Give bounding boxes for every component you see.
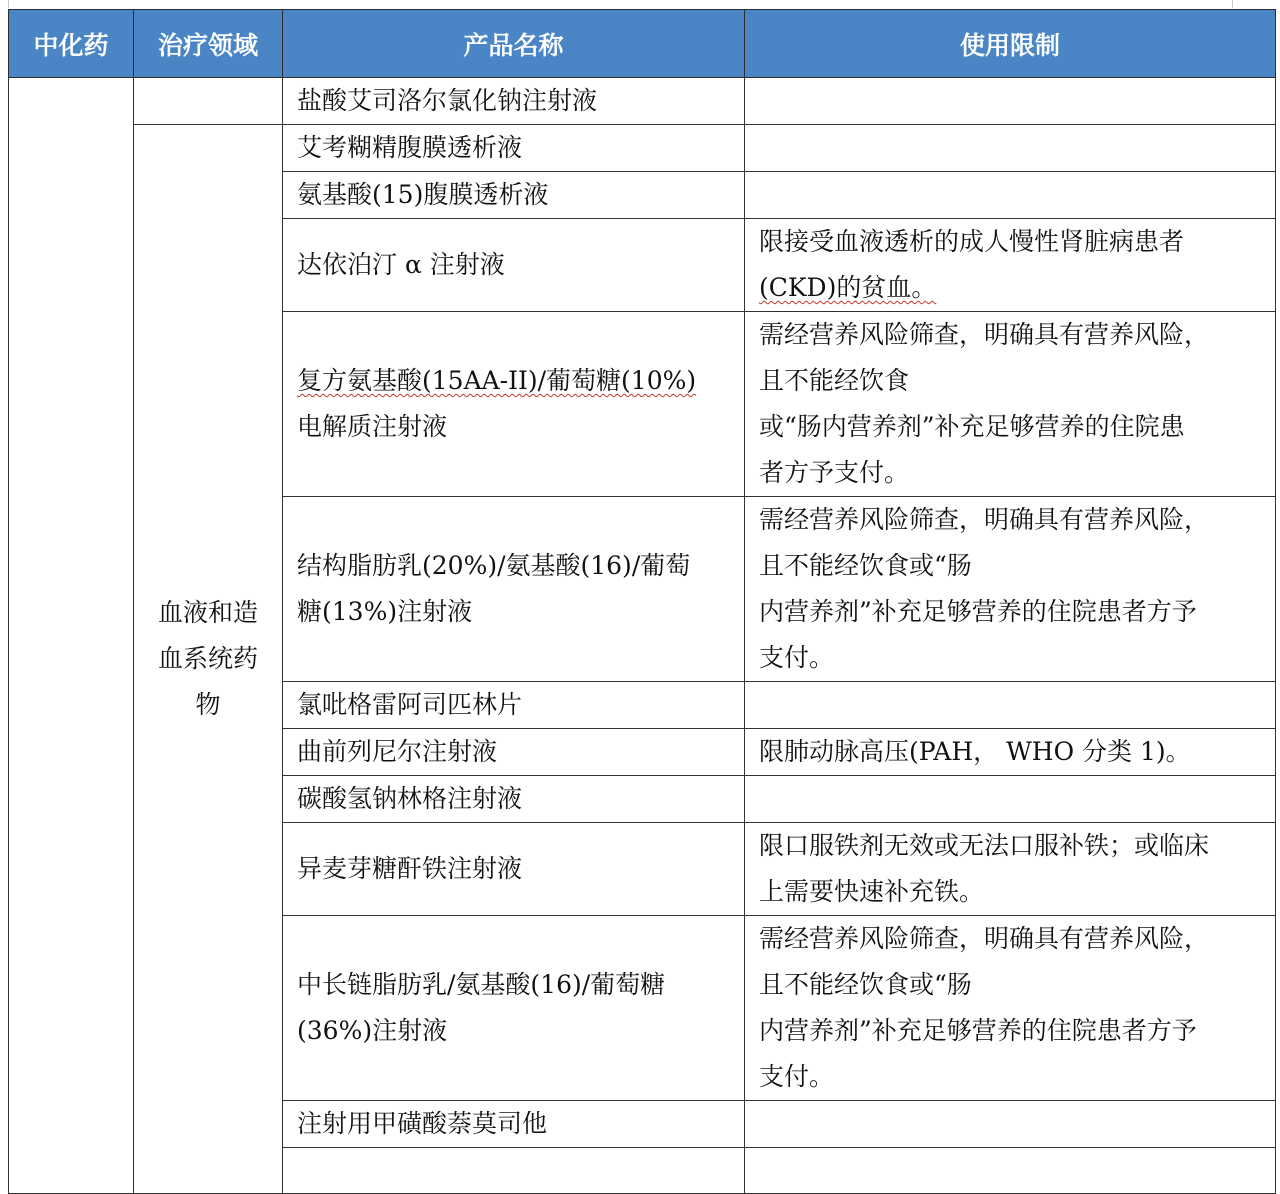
usage-restriction-line: 需经营养风险筛查，明确具有营养风险， bbox=[759, 320, 1210, 349]
product-name-line: 氨基酸(15)腹膜透析液 bbox=[297, 180, 549, 209]
product-name-line: 结构脂肪乳(20%)/氨基酸(16)/葡萄 bbox=[297, 551, 691, 580]
usage-restriction-line: 上需要快速补充铁。 bbox=[759, 877, 985, 906]
product-name-cell bbox=[283, 219, 745, 312]
product-name-line: 艾考糊精腹膜透析液 bbox=[297, 133, 523, 162]
product-name-line: 异麦芽糖酐铁注射液 bbox=[297, 854, 523, 883]
usage-restriction-line: 内营养剂”补充足够营养的住院患者方予 bbox=[759, 597, 1197, 626]
product-name-line: 达依泊汀 α 注射液 bbox=[297, 250, 505, 279]
usage-restriction-line: 且不能经饮食或“肠 bbox=[759, 970, 972, 999]
usage-restriction-line: 支付。 bbox=[759, 1062, 835, 1091]
product-name-cell bbox=[283, 125, 745, 172]
usage-restriction-cell bbox=[745, 916, 1276, 1101]
product-name-line: 盐酸艾司洛尔氯化钠注射液 bbox=[297, 86, 598, 115]
product-name-line: 碳酸氢钠林格注射液 bbox=[297, 784, 523, 813]
therapeutic-area-line: 血液和造 bbox=[157, 598, 258, 627]
usage-restriction-line: 限口服铁剂无效或无法口服补铁；或临床 bbox=[759, 831, 1210, 860]
tcm-cell bbox=[9, 78, 134, 1194]
product-name-line: 电解质注射液 bbox=[297, 412, 448, 441]
product-name-cell bbox=[283, 916, 745, 1101]
usage-restriction-line: 需经营养风险筛查，明确具有营养风险， bbox=[759, 924, 1210, 953]
product-name-line: 曲前列尼尔注射液 bbox=[297, 737, 498, 766]
usage-restriction-cell-partial bbox=[745, 1148, 1276, 1194]
usage-restriction-cell bbox=[745, 682, 1276, 729]
table-header-row bbox=[9, 10, 1276, 78]
header-tcm: 中化药 bbox=[9, 10, 134, 78]
product-name-line: 复方氨基酸(15AA-II)/葡萄糖(10%) bbox=[297, 366, 697, 395]
page-corner-mark-left bbox=[8, 0, 9, 8]
table-row bbox=[9, 78, 1276, 125]
usage-restriction-cell bbox=[745, 172, 1276, 219]
header-product-name: 产品名称 bbox=[283, 10, 745, 78]
drug-restriction-table bbox=[8, 9, 1276, 1194]
usage-restriction-cell bbox=[745, 312, 1276, 497]
usage-restriction-line: (CKD)的贫血。 bbox=[759, 273, 937, 302]
usage-restriction-line: 或“肠内营养剂”补充足够营养的住院患 bbox=[759, 412, 1185, 441]
product-name-line: 中长链脂肪乳/氨基酸(16)/葡萄糖 bbox=[297, 970, 666, 999]
product-name-cell bbox=[283, 172, 745, 219]
product-name-line: (36%)注射液 bbox=[297, 1016, 448, 1045]
product-name-cell-partial bbox=[283, 1148, 745, 1194]
therapeutic-area-cell bbox=[134, 125, 283, 1194]
usage-restriction-cell bbox=[745, 1101, 1276, 1148]
product-name-cell bbox=[283, 1101, 745, 1148]
usage-restriction-line: 且不能经饮食或“肠 bbox=[759, 551, 972, 580]
product-name-cell bbox=[283, 823, 745, 916]
usage-restriction-line: 且不能经饮食 bbox=[759, 366, 910, 395]
usage-restriction-cell bbox=[745, 776, 1276, 823]
product-name-line: 氯吡格雷阿司匹林片 bbox=[297, 690, 523, 719]
usage-restriction-cell bbox=[745, 823, 1276, 916]
product-name-line: 注射用甲磺酸萘莫司他 bbox=[297, 1109, 548, 1138]
table-row bbox=[9, 125, 1276, 172]
usage-restriction-cell bbox=[745, 729, 1276, 776]
product-name-cell bbox=[283, 78, 745, 125]
usage-restriction-cell bbox=[745, 497, 1276, 682]
usage-restriction-line: 内营养剂”补充足够营养的住院患者方予 bbox=[759, 1016, 1197, 1045]
product-name-cell bbox=[283, 312, 745, 497]
usage-restriction-line: 限肺动脉高压(PAH， WHO 分类 1)。 bbox=[759, 737, 1191, 766]
product-name-cell bbox=[283, 776, 745, 823]
therapeutic-area-cell-top bbox=[134, 78, 283, 125]
header-therapeutic-area: 治疗领域 bbox=[134, 10, 283, 78]
therapeutic-area-line: 血系统药 bbox=[157, 644, 258, 673]
usage-restriction-line: 限接受血液透析的成人慢性肾脏病患者 bbox=[759, 227, 1185, 256]
header-usage-restriction: 使用限制 bbox=[745, 10, 1276, 78]
usage-restriction-cell bbox=[745, 78, 1276, 125]
page-corner-mark-right bbox=[1232, 0, 1233, 8]
usage-restriction-cell bbox=[745, 219, 1276, 312]
usage-restriction-line: 支付。 bbox=[759, 643, 835, 672]
product-name-cell bbox=[283, 729, 745, 776]
therapeutic-area-line: 物 bbox=[195, 690, 221, 719]
product-name-cell bbox=[283, 497, 745, 682]
usage-restriction-line: 者方予支付。 bbox=[759, 458, 910, 487]
product-name-cell bbox=[283, 682, 745, 729]
usage-restriction-line: 需经营养风险筛查，明确具有营养风险， bbox=[759, 505, 1210, 534]
product-name-line: 糖(13%)注射液 bbox=[297, 597, 473, 626]
usage-restriction-cell bbox=[745, 125, 1276, 172]
